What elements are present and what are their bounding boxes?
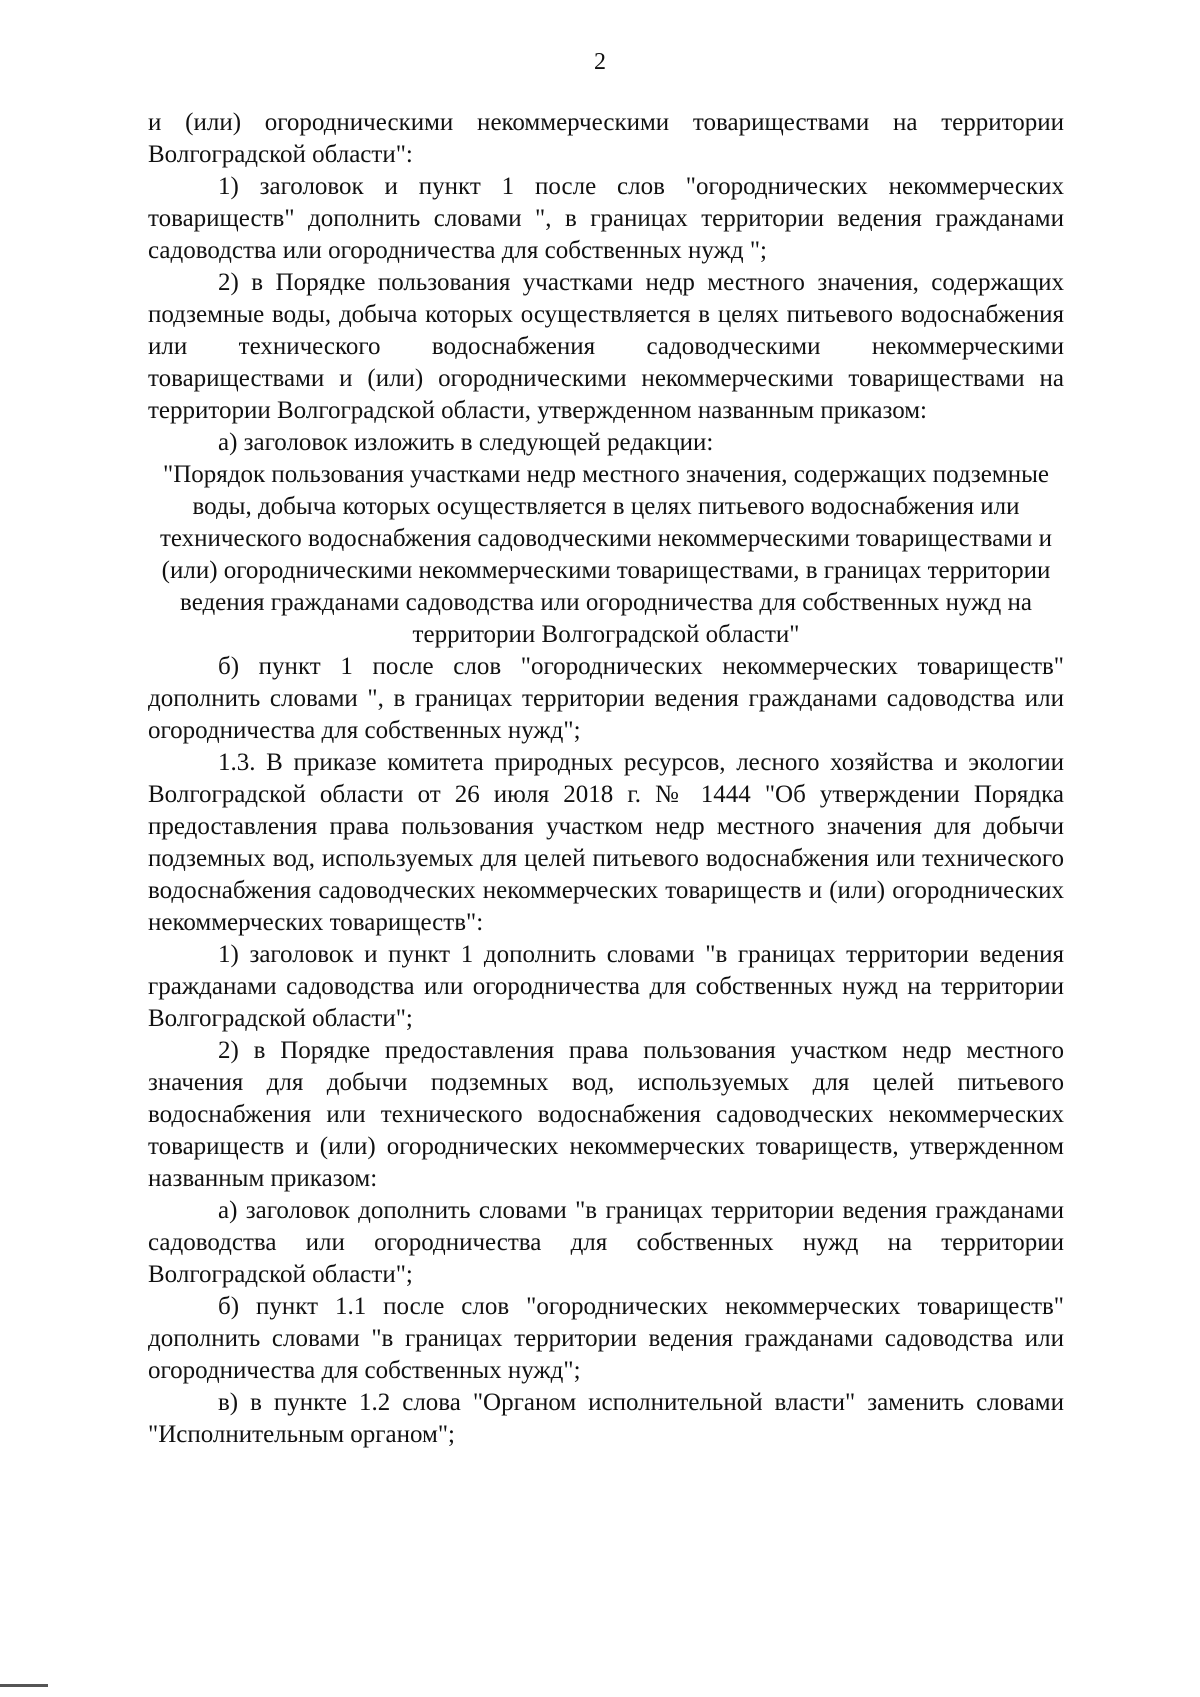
paragraph-subitem-a: а) заголовок изложить в следующей редакции:	[218, 429, 714, 456]
paragraph-new-title: "Порядок пользования участками недр местного значения, содержащих подземные воды, добыча которых осуществляется в целях питьевого водоснабжения или технического водоснабжения садоводческими некоммерческими товариществами и (или) огородническими некоммерческими товариществами, в границах территории ведения гражданами садоводства или огородничества для собственных нужд на территории Волгоградской области"	[159, 461, 1053, 648]
paragraph-section-1-3-subitem-v: в) в пункте 1.2 слова "Органом исполнительной власти" заменить словами "Исполнительным органом";	[148, 1389, 1064, 1448]
paragraph-item-1-title: 1) заголовок и пункт 1 после слов "огороднических некоммерческих товариществ" дополнить словами ", в границах территории ведения гражданами садоводства или огородничества для собственных нужд ";	[148, 173, 1064, 264]
scan-edge-mark	[0, 1684, 48, 1687]
document-body	[148, 107, 1064, 1451]
paragraph-section-1-3-item-2: 2) в Порядке предоставления права пользования участком недр местного значения для добычи подземных вод, используемых для целей питьевого водоснабжения или технического водоснабжения садоводческих некоммерческих товариществ и (или) огороднических некоммерческих товариществ, утвержденном названным приказом:	[148, 1037, 1064, 1192]
page-number: 2	[594, 49, 606, 75]
paragraph-item-2-procedure: 2) в Порядке пользования участками недр местного значения, содержащих подземные воды, добыча которых осуществляется в целях питьевого водоснабжения или технического водоснабжения садоводческими некоммерческими товариществами и (или) огородническими некоммерческими товариществами на территории Волгоградской области, утвержденном названным приказом:	[148, 269, 1064, 424]
paragraph-section-1-3-subitem-a: а) заголовок дополнить словами "в границах территории ведения гражданами садоводства или огородничества для собственных нужд на территории Волгоградской области";	[148, 1197, 1064, 1288]
paragraph-section-1-3-subitem-b: б) пункт 1.1 после слов "огороднических некоммерческих товариществ" дополнить словами "в границах территории ведения гражданами садоводства или огородничества для собственных нужд";	[148, 1293, 1064, 1384]
paragraph-subitem-b: б) пункт 1 после слов "огороднических некоммерческих товариществ" дополнить словами ", в границах территории ведения гражданами садоводства или огородничества для собственных нужд";	[148, 653, 1064, 744]
paragraph-section-1-3-item-1: 1) заголовок и пункт 1 дополнить словами "в границах территории ведения гражданами садоводства или огородничества для собственных нужд на территории Волгоградской области";	[148, 941, 1064, 1032]
paragraph-continuation: и (или) огородническими некоммерческими товариществами на территории Волгоградской области":	[148, 109, 1064, 168]
paragraph-section-1-3: 1.3. В приказе комитета природных ресурсов, лесного хозяйства и экологии Волгоградской области от 26 июля 2018 г. № 1444 "Об утверждении Порядка предоставления права пользования участком недр местного значения для добычи подземных вод, используемых для целей питьевого водоснабжения или технического водоснабжения садоводческих некоммерческих товариществ и (или) огороднических некоммерческих товариществ":	[148, 749, 1064, 936]
